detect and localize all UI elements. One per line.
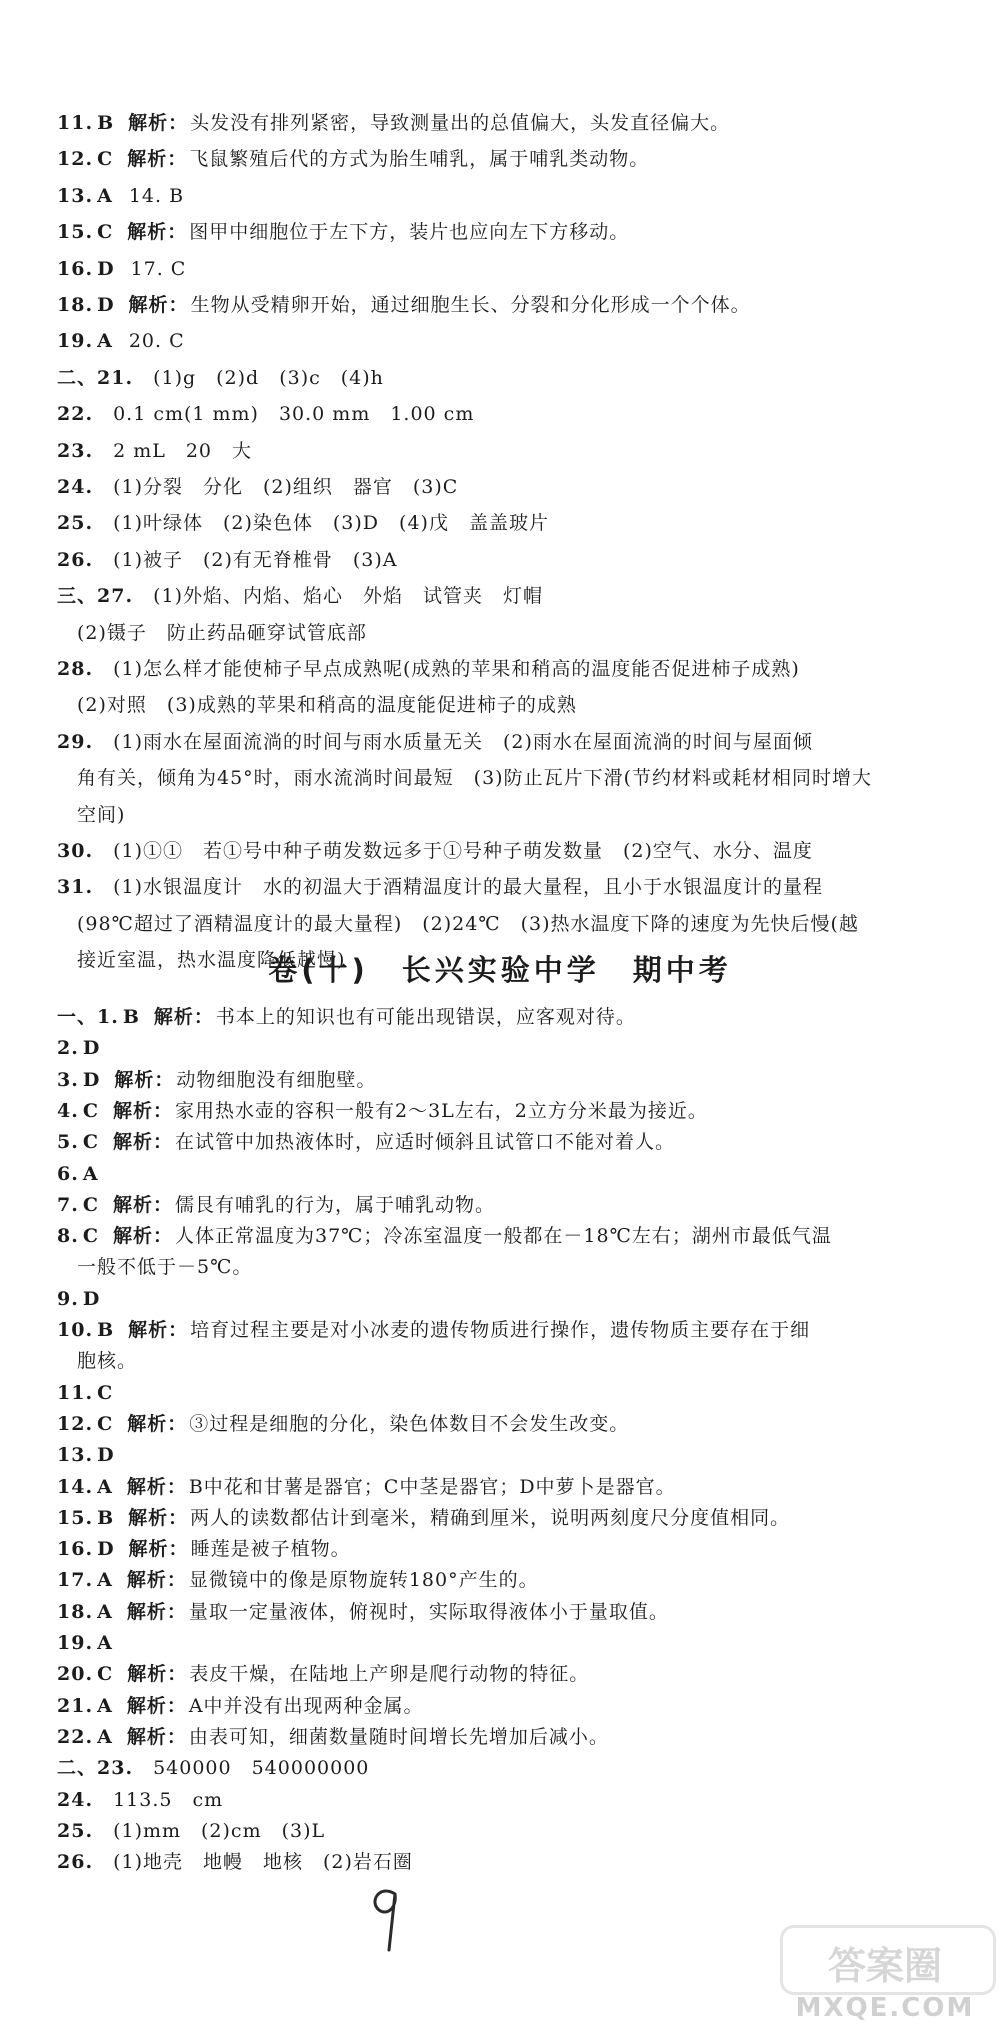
answer-line bbox=[57, 328, 960, 354]
answer-text: 在试管中加热液体时，应适时倾斜且试管口不能对着人。 bbox=[174, 1131, 675, 1154]
answer-choice: C bbox=[97, 221, 114, 244]
answer-number: 25. bbox=[57, 512, 94, 535]
answer-choice: C bbox=[82, 1193, 99, 1216]
answer-choice: A bbox=[97, 1632, 113, 1654]
answer-choice: A bbox=[97, 1725, 113, 1748]
analysis-label: 解析： bbox=[112, 1099, 173, 1122]
answer-number: 12. bbox=[57, 1412, 94, 1435]
answer-line bbox=[57, 1755, 960, 1781]
answer-text: 2 mL 20 大 bbox=[113, 439, 253, 462]
answer-number: 24. bbox=[57, 476, 94, 498]
answer-number: 二、23. bbox=[57, 1757, 134, 1780]
answer-choice: B bbox=[97, 1319, 115, 1341]
answer-line bbox=[57, 838, 960, 864]
answer-number: 18. bbox=[57, 294, 94, 316]
answer-number: 22. bbox=[57, 1725, 94, 1748]
answer-line bbox=[57, 765, 960, 791]
answer-text: 540000 540000000 bbox=[153, 1757, 370, 1780]
answer-line bbox=[57, 1286, 960, 1312]
answer-choice: B bbox=[97, 112, 115, 134]
answer-text: (1)g (2)d (3)c (4)h bbox=[153, 366, 384, 389]
answer-text: (1)分裂 分化 (2)组织 器官 (3)C bbox=[113, 476, 459, 498]
answer-line bbox=[57, 474, 960, 500]
answer-line bbox=[57, 911, 960, 937]
answer-text: 儒艮有哺乳的行为，属于哺乳动物。 bbox=[174, 1193, 495, 1216]
answer-text: 由表可知，细菌数量随时间增长先增加后减小。 bbox=[188, 1725, 609, 1748]
answer-line bbox=[57, 1567, 960, 1593]
answer-text: 接近室温，热水温度降低越慢) bbox=[77, 949, 346, 972]
answer-number: 16. bbox=[57, 257, 94, 280]
answer-line bbox=[57, 1067, 960, 1093]
watermark-logo bbox=[780, 1925, 990, 2025]
analysis-label: 解析： bbox=[126, 1475, 187, 1498]
analysis-label: 解析： bbox=[153, 1006, 214, 1028]
answer-choice: B bbox=[97, 1506, 115, 1529]
answer-number: 28. bbox=[57, 658, 94, 680]
answer-number: 16. bbox=[57, 1538, 94, 1561]
answer-text: 睡莲是被子植物。 bbox=[190, 1538, 351, 1561]
answer-line bbox=[57, 729, 960, 755]
answer-choice: D bbox=[97, 294, 115, 316]
answer-line bbox=[57, 1661, 960, 1687]
answer-choice: D bbox=[82, 1037, 101, 1060]
answer-text: 培育过程主要是对小冰麦的遗传物质进行操作，遗传物质主要存在于细 bbox=[190, 1319, 811, 1341]
answer-number: 30. bbox=[57, 840, 94, 862]
answer-line bbox=[57, 1035, 960, 1061]
answer-choice: D bbox=[97, 257, 115, 280]
analysis-label: 解析： bbox=[112, 1193, 173, 1216]
answer-line bbox=[57, 1129, 960, 1155]
answer-line bbox=[57, 547, 960, 573]
answer-number: 5. bbox=[57, 1131, 79, 1154]
answer-text: 20. C bbox=[128, 330, 185, 353]
answer-line bbox=[57, 110, 960, 136]
analysis-label: 解析： bbox=[126, 1569, 187, 1592]
answer-number: 7. bbox=[57, 1193, 79, 1216]
answer-text: ③过程是细胞的分化，染色体数目不会发生改变。 bbox=[189, 1412, 630, 1435]
answer-line bbox=[57, 1098, 960, 1124]
answer-text: 头发没有排列紧密，导致测量出的总值偏大，头发直径偏大。 bbox=[190, 112, 731, 134]
answer-line bbox=[57, 1599, 960, 1625]
answer-text: (1)水银温度计 水的初温大于酒精温度计的最大量程，且小于水银温度计的量程 bbox=[113, 876, 823, 899]
analysis-label: 解析： bbox=[128, 1319, 189, 1341]
answer-line bbox=[57, 401, 960, 427]
answer-text: 角有关，倾角为45°时，雨水流淌时间最短 (3)防止瓦片下滑(节约材料或耗材相同时增大 bbox=[77, 767, 873, 790]
answer-text: (1)叶绿体 (2)染色体 (3)D (4)戊 盖盖玻片 bbox=[113, 512, 549, 535]
answer-line bbox=[57, 620, 960, 646]
answer-line bbox=[57, 692, 960, 718]
answer-line bbox=[57, 438, 960, 464]
answer-choice: A bbox=[97, 1569, 113, 1592]
handwritten-page-number bbox=[365, 1880, 405, 1960]
answer-choice: C bbox=[82, 1131, 99, 1154]
answer-choice: A bbox=[97, 184, 113, 207]
answer-text: 胞核。 bbox=[77, 1350, 138, 1373]
answer-text: 家用热水壶的容积一般有2～3L左右，2立方分米最为接近。 bbox=[174, 1099, 708, 1122]
answer-number: 15. bbox=[57, 1506, 94, 1529]
answer-choice: D bbox=[82, 1068, 101, 1091]
answer-line bbox=[57, 1693, 960, 1719]
analysis-label: 解析： bbox=[128, 1506, 189, 1529]
answer-number: 10. bbox=[57, 1319, 94, 1341]
answer-number: 一、1. bbox=[57, 1006, 119, 1028]
answer-choice: D bbox=[82, 1287, 101, 1310]
answer-line bbox=[57, 1161, 960, 1187]
answer-number: 19. bbox=[57, 330, 94, 353]
answer-choice: C bbox=[82, 1099, 99, 1122]
answer-choice: C bbox=[97, 1381, 114, 1404]
answer-text: (2)对照 (3)成熟的苹果和稍高的温度能促进柿子的成熟 bbox=[77, 694, 577, 717]
answer-line bbox=[57, 1254, 960, 1280]
analysis-label: 解析： bbox=[112, 1225, 173, 1248]
answer-number: 11. bbox=[57, 112, 94, 134]
answer-line bbox=[57, 802, 960, 828]
answer-text: (1)怎么样才能使柿子早点成熟呢(成熟的苹果和稍高的温度能否促进柿子成熟) bbox=[113, 658, 800, 680]
answer-number: 20. bbox=[57, 1663, 94, 1686]
answer-number: 26. bbox=[57, 1851, 94, 1874]
answer-number: 29. bbox=[57, 730, 94, 753]
answer-choice: A bbox=[97, 1694, 113, 1717]
answer-text: 113.5 cm bbox=[113, 1788, 224, 1811]
answer-number: 9. bbox=[57, 1287, 79, 1310]
answer-number: 25. bbox=[57, 1819, 94, 1842]
answer-choice: A bbox=[97, 1600, 113, 1623]
analysis-label: 解析： bbox=[127, 1412, 188, 1435]
analysis-label: 解析： bbox=[112, 1131, 173, 1154]
answer-text: 表皮干燥，在陆地上产卵是爬行动物的特征。 bbox=[189, 1663, 590, 1686]
section-title: 卷(十) 长兴实验中学 期中考 bbox=[268, 953, 732, 987]
answer-number: 23. bbox=[57, 439, 94, 462]
answer-line bbox=[57, 183, 960, 209]
answer-choice: C bbox=[97, 148, 114, 171]
answer-choice: C bbox=[97, 1412, 114, 1435]
analysis-label: 解析： bbox=[126, 1600, 187, 1623]
answer-number: 18. bbox=[57, 1600, 94, 1623]
answer-line bbox=[57, 219, 960, 245]
answer-text: (1)地壳 地幔 地核 (2)岩石圈 bbox=[113, 1851, 413, 1874]
analysis-label: 解析： bbox=[126, 1725, 187, 1748]
answer-number: 二、21. bbox=[57, 366, 134, 389]
answer-text: 两人的读数都估计到毫米，精确到厘米，说明两刻度尺分度值相同。 bbox=[190, 1506, 791, 1529]
answer-number: 22. bbox=[57, 403, 94, 426]
answer-line bbox=[57, 656, 960, 682]
answer-text: (1)①① 若①号中种子萌发数远多于①号种子萌发数量 (2)空气、水分、温度 bbox=[113, 840, 813, 862]
answer-text: 人体正常温度为37℃；冷冻室温度一般都在－18℃左右；湖州市最低气温 bbox=[174, 1225, 832, 1248]
answer-line bbox=[57, 1004, 960, 1030]
answer-text: 空间) bbox=[77, 803, 126, 826]
answer-text: 动物细胞没有细胞壁。 bbox=[176, 1068, 377, 1091]
answer-choice: C bbox=[82, 1225, 99, 1248]
answer-number: 13. bbox=[57, 184, 94, 207]
answer-number: 31. bbox=[57, 876, 94, 899]
answer-line bbox=[57, 1630, 960, 1656]
answer-text: 14. B bbox=[128, 184, 185, 207]
answer-text: (2)镊子 防止药品砸穿试管底部 bbox=[77, 621, 367, 644]
answer-number: 8. bbox=[57, 1225, 79, 1248]
answer-line bbox=[57, 1505, 960, 1531]
answer-choice: C bbox=[97, 1663, 114, 1686]
answer-line bbox=[57, 1317, 960, 1343]
answer-number: 17. bbox=[57, 1569, 94, 1592]
answer-number: 3. bbox=[57, 1068, 79, 1091]
answer-line bbox=[57, 510, 960, 536]
answer-line bbox=[57, 1442, 960, 1468]
watermark-url: MXQE.COM bbox=[795, 1993, 975, 2023]
analysis-label: 解析： bbox=[128, 1538, 189, 1561]
answer-text: 图甲中细胞位于左下方，装片也应向左下方移动。 bbox=[189, 221, 630, 244]
answer-text: (1)mm (2)cm (3)L bbox=[113, 1819, 326, 1842]
answer-text: A中并没有出现两种金属。 bbox=[188, 1694, 424, 1717]
answer-line bbox=[57, 1223, 960, 1249]
answer-text: B中花和甘薯是器官；C中茎是器官；D中萝卜是器官。 bbox=[188, 1475, 676, 1498]
answer-line bbox=[57, 256, 960, 282]
answer-line bbox=[57, 365, 960, 391]
watermark-glyphs: 答案圈 bbox=[827, 1944, 942, 1988]
answer-choice: B bbox=[122, 1006, 140, 1028]
answer-number: 14. bbox=[57, 1475, 94, 1498]
answer-text: 17. C bbox=[130, 257, 187, 280]
answer-number: 11. bbox=[57, 1381, 94, 1404]
answer-line bbox=[57, 1192, 960, 1218]
answer-number: 21. bbox=[57, 1694, 94, 1717]
answer-text: (98℃超过了酒精温度计的最大量程) (2)24℃ (3)热水温度下降的速度为先快后慢(越 bbox=[77, 912, 859, 935]
analysis-label: 解析： bbox=[127, 1663, 188, 1686]
answer-number: 24. bbox=[57, 1788, 94, 1811]
answer-number: 三、27. bbox=[57, 585, 134, 608]
answer-text: 一般不低于－5℃。 bbox=[77, 1256, 253, 1279]
answer-line bbox=[57, 583, 960, 609]
answer-choice: D bbox=[97, 1538, 115, 1561]
answer-line bbox=[57, 1348, 960, 1374]
analysis-label: 解析： bbox=[127, 148, 188, 171]
answer-text: 0.1 cm(1 mm) 30.0 mm 1.00 cm bbox=[113, 403, 475, 426]
answer-text: (1)外焰、内焰、焰心 外焰 试管夹 灯帽 bbox=[153, 585, 543, 608]
answer-choice: A bbox=[97, 330, 113, 353]
answer-number: 26. bbox=[57, 548, 94, 571]
analysis-label: 解析： bbox=[128, 112, 189, 134]
answer-line bbox=[57, 1818, 960, 1844]
answer-line bbox=[57, 1536, 960, 1562]
answer-number: 12. bbox=[57, 148, 94, 171]
answer-text: 生物从受精卵开始，通过细胞生长、分裂和分化形成一个个体。 bbox=[190, 294, 751, 316]
answer-choice: D bbox=[97, 1444, 115, 1467]
answer-number: 13. bbox=[57, 1444, 94, 1467]
answer-number: 15. bbox=[57, 221, 94, 244]
answer-choice: A bbox=[97, 1475, 113, 1498]
answer-line bbox=[57, 1474, 960, 1500]
answer-text: (1)被子 (2)有无脊椎骨 (3)A bbox=[113, 548, 398, 571]
answer-line bbox=[57, 1787, 960, 1813]
analysis-label: 解析： bbox=[126, 1694, 187, 1717]
answer-text: 显微镜中的像是原物旋转180°产生的。 bbox=[188, 1569, 539, 1592]
answer-line bbox=[57, 146, 960, 172]
analysis-label: 解析： bbox=[128, 294, 189, 316]
analysis-label: 解析： bbox=[127, 221, 188, 244]
answer-text: (1)雨水在屋面流淌的时间与雨水质量无关 (2)雨水在屋面流淌的时间与屋面倾 bbox=[113, 730, 813, 753]
answer-line bbox=[57, 1849, 960, 1875]
answer-number: 19. bbox=[57, 1632, 94, 1654]
answer-text: 书本上的知识也有可能出现错误，应客观对待。 bbox=[215, 1006, 636, 1028]
answer-choice: A bbox=[82, 1162, 99, 1185]
answer-number: 4. bbox=[57, 1099, 79, 1122]
answer-line bbox=[57, 1724, 960, 1750]
answer-number: 6. bbox=[57, 1162, 79, 1185]
analysis-label: 解析： bbox=[114, 1068, 175, 1091]
answer-line bbox=[57, 874, 960, 900]
answer-text: 飞鼠繁殖后代的方式为胎生哺乳，属于哺乳类动物。 bbox=[189, 148, 650, 171]
answer-number: 2. bbox=[57, 1037, 79, 1060]
answer-text: 量取一定量液体，俯视时，实际取得液体小于量取值。 bbox=[188, 1600, 669, 1623]
answer-line bbox=[57, 1380, 960, 1406]
answer-line bbox=[57, 1411, 960, 1437]
answer-line bbox=[57, 292, 960, 318]
